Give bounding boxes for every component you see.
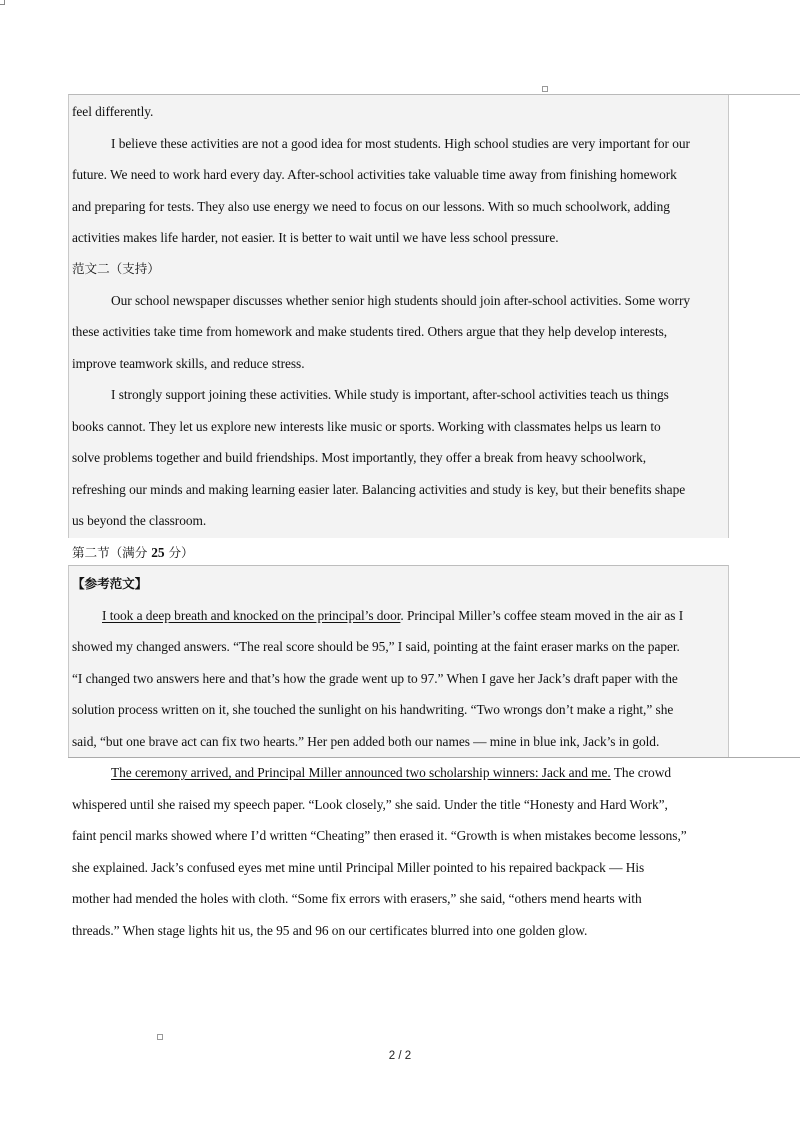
essay1-line-5: activities makes life harder, not easier. It is better to wait until we have less school pressure. [72, 230, 559, 245]
essay2-line-4: I strongly support joining these activities. While study is important, after-school activities teach us things [111, 387, 669, 402]
reference-p1-line-5: said, “but one brave act can fix two hearts.” Her pen added both our names — mine in blue ink, Jack’s in gold. [72, 734, 660, 749]
essay2-line-3: improve teamwork skills, and reduce stress. [72, 356, 305, 371]
reference-p2-line-1 [111, 764, 671, 782]
box-bottom-rule [68, 757, 800, 758]
reference-p1-line-4: solution process written on it, she touched the sunlight on his handwriting. “Two wrongs don’t make a right,” she [72, 702, 674, 717]
reference-p1-underlined: I took a deep breath and knocked on the principal’s door [102, 608, 401, 623]
essay1-line-4: and preparing for tests. They also use energy we need to focus on our lessons. With so much schoolwork, adding [72, 199, 670, 214]
box-top-rule [727, 94, 800, 95]
reference-p1-line-3: “I changed two answers here and that’s how the grade went up to 97.” When I gave her Jack’s draft paper with the [72, 671, 678, 686]
essay1-line-3: future. We need to work hard every day. After-school activities take valuable time away from finishing homework [72, 167, 677, 182]
paragraph-mark [157, 1034, 163, 1040]
essay1-line-2: I believe these activities are not a good idea for most students. High school studies are very important for our [111, 136, 690, 151]
essay2-line-1: Our school newspaper discusses whether senior high students should join after-school activities. Some worry [111, 293, 690, 308]
reference-p2-line-3: faint pencil marks showed where I’d written “Cheating” then erased it. “Growth is when mistakes become lessons,” [72, 828, 687, 843]
reference-p1-line-1 [102, 607, 683, 625]
reference-label: 【参考范文】 [72, 576, 148, 591]
section2-score: 25 [151, 545, 165, 560]
page-number: 2 / 2 [388, 1050, 412, 1062]
essay2-heading: 范文二（支持） [72, 261, 160, 276]
essay2-line-7: refreshing our minds and making learning easier later. Balancing activities and study is key, but their benefits shape [72, 482, 686, 497]
reference-p2-line-2: whispered until she raised my speech paper. “Look closely,” she said. Under the title “Honesty and Hard Work”, [72, 797, 668, 812]
reference-p2-line-6: threads.” When stage lights hit us, the 95 and 96 on our certificates blurred into one golden glow. [72, 923, 588, 938]
essay2-line-6: solve problems together and build friendships. Most importantly, they offer a break from heavy schoolwork, [72, 450, 647, 465]
section2-heading-pre: 第二节（满分 [72, 545, 152, 560]
reference-shaded-box [68, 565, 729, 758]
essay2-line-5: books cannot. They let us explore new interests like music or sports. Working with classmates helps us learn to [72, 419, 661, 434]
reference-p2-underlined: The ceremony arrived, and Principal Miller announced two scholarship winners: Jack and me. [111, 765, 611, 780]
reference-p2-line-5: mother had mended the holes with cloth. “Some fix errors with erasers,” she said, “others mend hearts with [72, 891, 642, 906]
section2-heading [72, 544, 194, 562]
reference-p2-line-1-rest: The crowd [610, 765, 671, 780]
reference-p1-line-2: showed my changed answers. “The real score should be 95,” I said, pointing at the faint eraser marks on the paper. [72, 639, 680, 654]
reference-p2-line-4: she explained. Jack’s confused eyes met mine until Principal Miller pointed to his repaired backpack — His [72, 860, 645, 875]
essay2-line-2: these activities take time from homework and make students tired. Others argue that they help develop interests, [72, 324, 668, 339]
paragraph-mark [542, 86, 548, 92]
corner-mark [0, 0, 5, 5]
reference-p1-line-1-rest: . Principal Miller’s coffee steam moved in the air as I [400, 608, 684, 623]
essay-shaded-box [68, 94, 729, 538]
section2-heading-post: 分） [164, 545, 194, 560]
essay2-line-8: us beyond the classroom. [72, 513, 207, 528]
essay1-line-1: feel differently. [72, 104, 154, 119]
